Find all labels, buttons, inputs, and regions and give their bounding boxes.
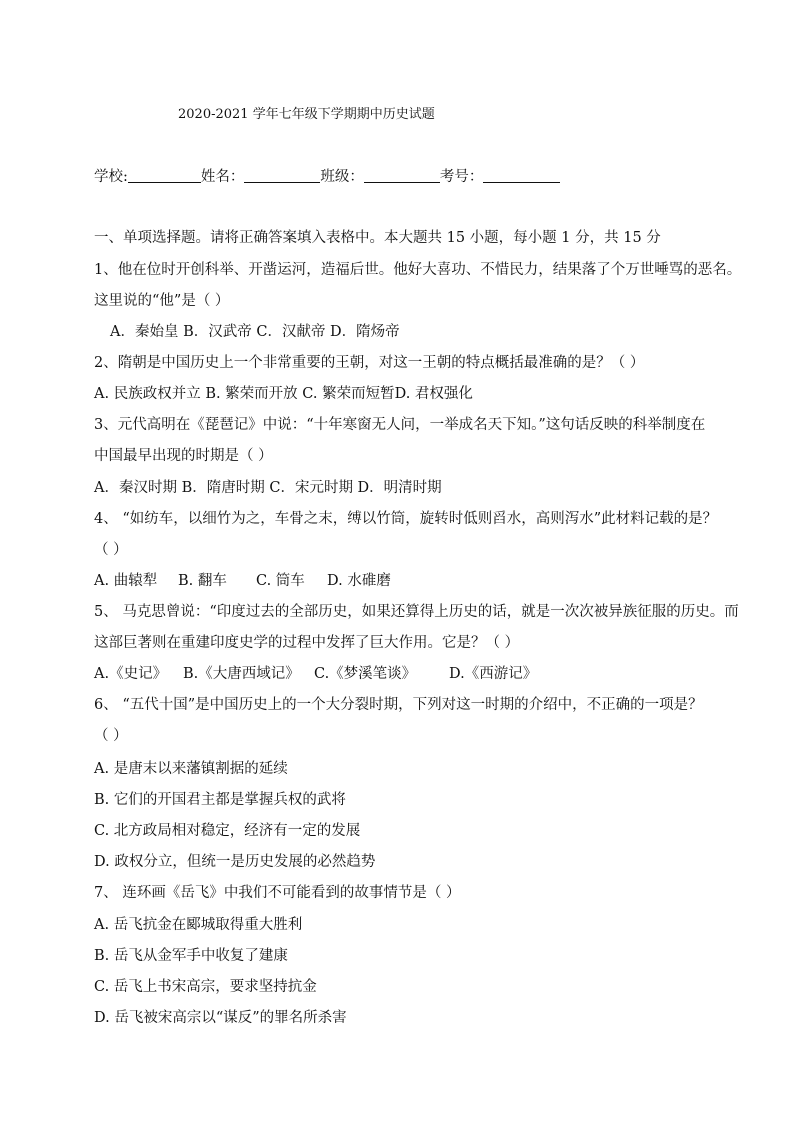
question-3-stem-line1: 3、元代高明在《琵琶记》中说：“十年寒窗无人问，一举成名天下知。”这句话反映的科举制度在 [94,417,706,433]
question-2-option-d[interactable]: D. 君权强化 [394,386,473,402]
question-7-option-c[interactable]: C. 岳飞上书宋高宗，要求坚持抗金 [94,979,317,995]
question-7-option-b[interactable]: B. 岳飞从金军手中收复了建康 [94,948,288,964]
school-label: 学校: [94,169,128,185]
question-2-option-a[interactable]: A. 民族政权并立 [94,386,201,402]
question-5-option-b[interactable]: B.《大唐西域记》 [183,666,300,682]
question-1-stem-line1: 1、他在位时开创科举、开凿运河，造福后世。他好大喜功、不惜民力，结果落了个万世唾骂的恶名。 [94,262,742,278]
class-label: 班级： [320,169,364,185]
question-6-option-b[interactable]: B. 它们的开国君主都是掌握兵权的武将 [94,792,346,808]
question-2-option-b[interactable]: B. 繁荣而开放 [205,386,298,402]
question-7-option-d[interactable]: D. 岳飞被宋高宗以“谋反”的罪名所杀害 [94,1010,347,1026]
question-7-stem: 7、 连环画《岳飞》中我们不可能看到的故事情节是（ ） [94,885,461,901]
question-3-stem-line2: 中国最早出现的时期是（ ） [94,448,273,464]
question-5-option-c[interactable]: C.《梦溪笔谈》 [314,666,417,682]
name-label: 姓名： [200,169,245,185]
question-2-options [94,382,473,403]
question-2-option-c[interactable]: C. 繁荣而短暂 [302,386,395,402]
question-6-option-a[interactable]: A. 是唐末以来藩镇割据的延续 [94,761,288,777]
question-3-options: A．秦汉时期 B．隋唐时期 C．宋元时期 D．明清时期 [94,480,442,496]
question-4-stem-line2: （ ） [94,542,128,558]
question-2-stem: 2、隋朝是中国历史上一个非常重要的王朝，对这一王朝的特点概括最准确的是？（ ） [94,355,645,371]
question-1-options: A．秦始皇 B．汉武帝 C．汉献帝 D．隋炀帝 [110,324,400,340]
question-6-stem-line1: 6、 “五代十国”是中国历史上的一个大分裂时期，下列对这一时期的介绍中，不正确的一项是？ [94,697,703,713]
question-5-stem-line1: 5、 马克思曾说：“印度过去的全部历史，如果还算得上历史的话，就是一次次被异族征服的历史。而 [94,604,739,620]
name-blank[interactable] [244,168,320,183]
question-7-option-a[interactable]: A. 岳飞抗金在郾城取得重大胜利 [94,917,303,933]
question-4-stem-line1: 4、 “如纺车，以细竹为之，车骨之末，缚以竹筒，旋转时低则舀水，高则泻水”此材料记载的是？ [94,511,718,527]
question-5-stem-line2: 这部巨著则在重建印度史学的过程中发挥了巨大作用。它是？（ ） [94,635,520,651]
number-label: 考号： [439,169,484,185]
question-5-options [94,662,537,683]
class-blank[interactable] [364,168,440,183]
question-5-option-d[interactable]: D.《西游记》 [449,666,538,682]
question-4-option-c[interactable]: C. 筒车 [256,573,305,589]
school-blank[interactable] [128,168,201,183]
question-1-stem-line2: 这里说的“他”是（ ） [94,293,230,309]
question-4-option-a[interactable]: A. 曲辕犁 [94,573,158,589]
question-4-option-d[interactable]: D. 水碓磨 [327,573,391,589]
question-5-option-a[interactable]: A.《史记》 [94,666,168,682]
exam-title: 2020-2021 学年七年级下学期期中历史试题 [178,107,435,122]
student-info-line [94,165,560,186]
question-6-stem-line2: （ ） [94,728,128,744]
number-blank[interactable] [483,168,560,183]
question-6-option-c[interactable]: C. 北方政局相对稳定，经济有一定的发展 [94,823,361,839]
question-4-option-b[interactable]: B. 翻车 [178,573,227,589]
question-4-options [94,569,391,590]
section-heading: 一、单项选择题。请将正确答案填入表格中。本大题共 15 小题，每小题 1 分，共 15 分 [94,230,661,246]
question-6-option-d[interactable]: D. 政权分立，但统一是历史发展的必然趋势 [94,854,376,870]
